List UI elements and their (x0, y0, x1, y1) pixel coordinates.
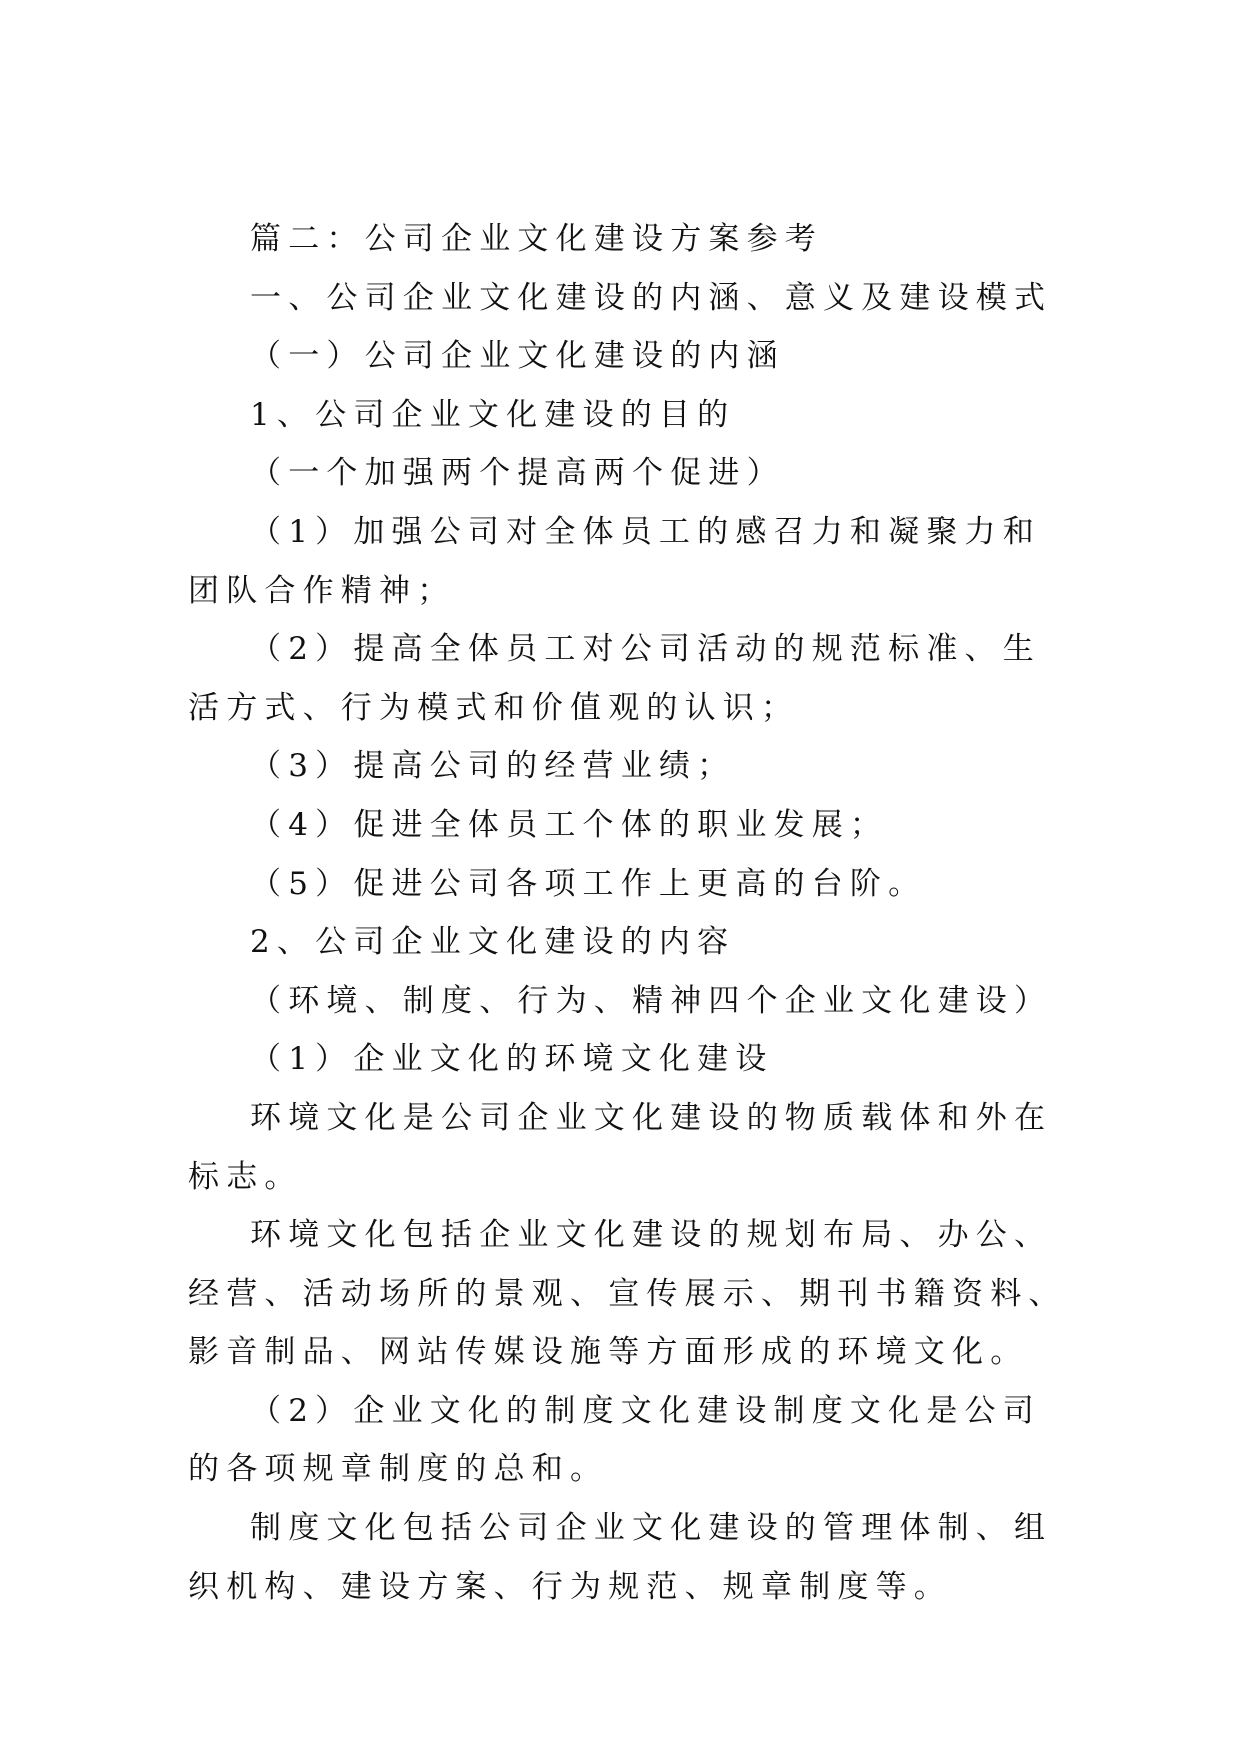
paragraph-item-heading: 2、公司企业文化建设的内容 (250, 924, 736, 961)
paragraph-note: （一个加强两个提高两个促进） (250, 455, 785, 492)
paragraph-note: （环境、制度、行为、精神四个企业文化建设） (250, 982, 1053, 1019)
paragraph-list-item: （1）加强公司对全体员工的感召力和凝聚力和团队合作精神； (188, 513, 1041, 609)
paragraph-body: 制度文化包括公司企业文化建设的管理体制、组织机构、建设方案、行为规范、规章制度等。 (188, 1510, 1053, 1605)
paragraph-section-heading: 一、公司企业文化建设的内涵、意义及建设模式 (250, 279, 1053, 316)
paragraph-list-item: （4）促进全体员工个体的职业发展； (250, 806, 889, 843)
paragraph-list-item: （2）企业文化的制度文化建设制度文化是公司的各项规章制度的总和。 (188, 1392, 1041, 1488)
paragraph-title: 篇二：公司企业文化建设方案参考 (250, 221, 823, 257)
paragraph-list-item: （1）企业文化的环境文化建设 (250, 1041, 774, 1078)
paragraph-list-item: （3）提高公司的经营业绩； (250, 748, 736, 785)
paragraph-body: 环境文化包括企业文化建设的规划布局、办公、经营、活动场所的景观、宣传展示、期刊书籍资料、影音制品、网站传媒设施等方面形成的环境文化。 (188, 1217, 1067, 1371)
paragraph-list-item: （2）提高全体员工对公司活动的规范标准、生活方式、行为模式和价值观的认识； (188, 631, 1041, 726)
paragraph-list-item: （5）促进公司各项工作上更高的台阶。 (250, 865, 927, 902)
paragraph-item-heading: 1、公司企业文化建设的目的 (250, 396, 736, 433)
paragraph-body: 环境文化是公司企业文化建设的物质载体和外在标志。 (188, 1099, 1053, 1195)
paragraph-subsection-heading: （一）公司企业文化建设的内涵 (250, 338, 785, 375)
document-body (188, 210, 1068, 1616)
